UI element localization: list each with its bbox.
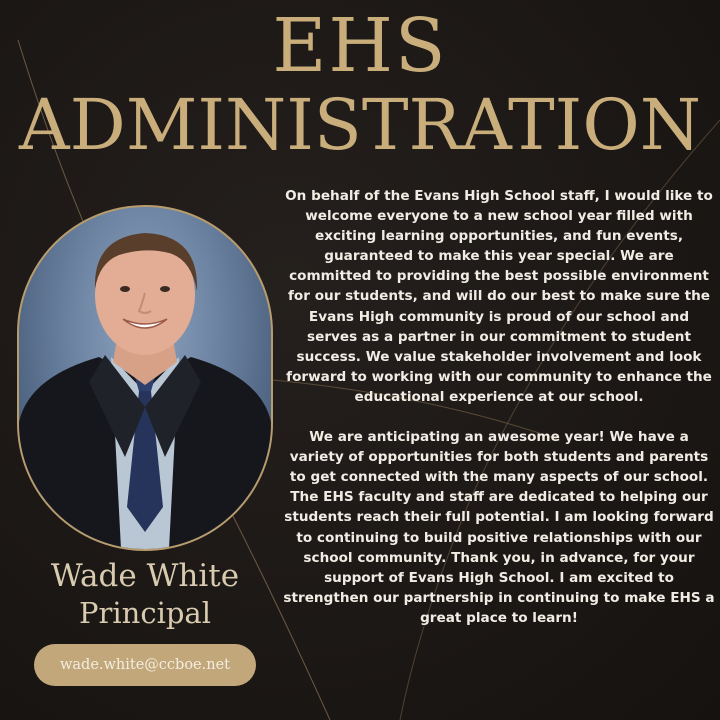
- principal-role: Principal: [79, 596, 211, 630]
- welcome-message: [283, 186, 715, 628]
- principal-name: Wade White: [50, 558, 240, 594]
- person-portrait-icon: [19, 207, 271, 549]
- welcome-paragraph-2: We are anticipating an awesome year! We have a variety of opportunities for both students and parents to get connected with the many aspects of our school. The EHS faculty and staff are dedicated to helping our students reach their full potential. I am looking forward to continuing to build positive relationships with our school community. Thank you, in advance, for your support of Evans High School. I am excited to strengthen our partnership in continuing to make EHS a great place to learn!: [283, 429, 715, 626]
- title-line-administration: ADMINISTRATION: [19, 84, 701, 166]
- principal-photo-frame: [17, 205, 273, 551]
- welcome-paragraph-1: On behalf of the Evans High School staff, I would like to welcome everyone to a new school year filled with exciting learning opportunities, and fun events, guaranteed to make this year special. We are committed to providing the best possible environment for our students, and will do our best to make sure the Evans High community is proud of our school and serves as a partner in our commitment to student success. We value stakeholder involvement and look forward to working with our community to enhance the educational experience at our school.: [285, 188, 713, 405]
- email-link[interactable]: wade.white@ccboe.net: [34, 644, 256, 686]
- title-line-ehs: EHS: [272, 3, 448, 89]
